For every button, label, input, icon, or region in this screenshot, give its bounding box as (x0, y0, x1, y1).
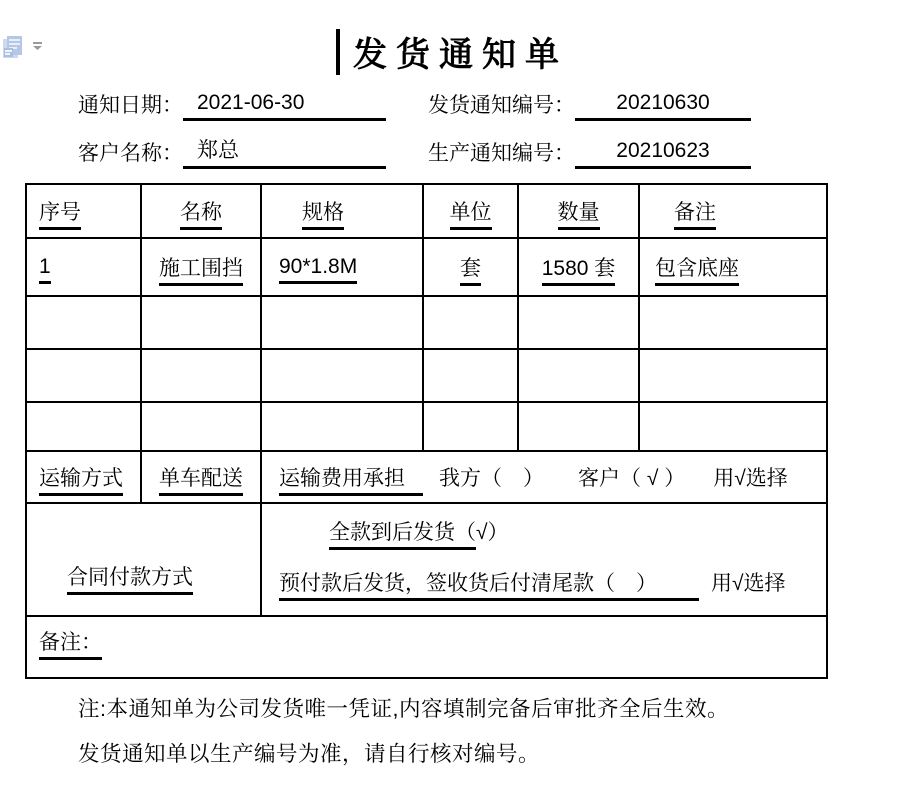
empty-cell[interactable] (26, 296, 141, 349)
empty-cell[interactable] (261, 349, 423, 402)
empty-cell[interactable] (639, 402, 827, 451)
fee-option-us: 我方（ ） (439, 467, 544, 490)
empty-cell[interactable] (261, 296, 423, 349)
field-production-notice-no (428, 136, 751, 169)
transport-label-cell: 运输方式 (26, 451, 141, 503)
empty-cell[interactable] (26, 402, 141, 451)
empty-cell[interactable] (518, 296, 639, 349)
transport-fee-cell (261, 451, 827, 503)
transport-fee-label: 运输费用承担 (279, 467, 423, 496)
col-header-seq: 序号 (26, 184, 141, 238)
cell-unit: 套 (423, 238, 518, 296)
check-hint: 用√选择 (713, 467, 788, 490)
fee-option-customer: 客户（ √ ） (578, 467, 686, 490)
customer-name-value[interactable]: 郑总 (183, 136, 386, 169)
empty-cell[interactable] (141, 402, 261, 451)
empty-cell[interactable] (518, 402, 639, 451)
payment-label-cell (26, 503, 261, 616)
footer-note-1: 注:本通知单为公司发货唯一凭证,内容填制完备后审批齐全后生效。 (78, 697, 729, 721)
title-block (336, 27, 568, 76)
payment-option-full: 全款到后发货（√） (329, 516, 509, 546)
table-row-item-1 (26, 238, 827, 296)
empty-cell[interactable] (141, 349, 261, 402)
col-header-name: 名称 (141, 184, 261, 238)
notice-date-value[interactable]: 2021-06-30 (183, 88, 386, 121)
empty-cell[interactable] (423, 296, 518, 349)
table-row-empty (26, 296, 827, 349)
remark-cell[interactable] (26, 616, 827, 678)
transport-method-cell: 单车配送 (141, 451, 261, 503)
empty-cell[interactable] (518, 349, 639, 402)
cell-name: 施工围挡 (141, 238, 261, 296)
cell-seq: 1 (26, 238, 141, 296)
payment-option-prepay: 预付款后发货，签收货后付清尾款（ ） 用√选择 (279, 567, 826, 597)
delivery-table (25, 183, 828, 679)
title-cursor-bar (336, 29, 340, 75)
production-notice-no-value[interactable]: 20210623 (575, 136, 751, 169)
empty-cell[interactable] (639, 296, 827, 349)
field-customer-name (78, 136, 386, 169)
col-header-qty: 数量 (518, 184, 639, 238)
delivery-notice-no-label: 发货通知编号： (428, 94, 575, 117)
remark-label: 备注： (39, 631, 102, 660)
customer-name-label: 客户名称： (78, 142, 183, 165)
paste-options-button[interactable] (2, 35, 44, 61)
empty-cell[interactable] (639, 349, 827, 402)
cell-qty: 1580 套 (518, 238, 639, 296)
notice-date-label: 通知日期： (78, 94, 183, 117)
remark-row (26, 616, 827, 678)
table-header-row (26, 184, 827, 238)
cell-spec: 90*1.8M (261, 238, 423, 296)
chevron-down-icon (32, 41, 44, 51)
empty-cell[interactable] (423, 402, 518, 451)
cell-remark: 包含底座 (639, 238, 827, 296)
footer-note-2: 发货通知单以生产编号为准，请自行核对编号。 (78, 742, 541, 766)
empty-cell[interactable] (26, 349, 141, 402)
page-title: 发货通知单 (353, 36, 568, 74)
production-notice-no-label: 生产通知编号： (428, 142, 575, 165)
col-header-spec: 规格 (261, 184, 423, 238)
col-header-remark: 备注 (639, 184, 827, 238)
payment-method-label: 合同付款方式 (67, 566, 193, 595)
field-delivery-notice-no (428, 88, 751, 121)
field-notice-date (78, 88, 386, 121)
payment-options-cell (261, 503, 827, 616)
clipboard-paste-icon (2, 35, 26, 61)
col-header-unit: 单位 (423, 184, 518, 238)
empty-cell[interactable] (261, 402, 423, 451)
table-row-empty (26, 402, 827, 451)
table-row-empty (26, 349, 827, 402)
delivery-notice-no-value[interactable]: 20210630 (575, 88, 751, 121)
transport-row (26, 451, 827, 503)
check-hint: 用√选择 (711, 572, 786, 595)
empty-cell[interactable] (423, 349, 518, 402)
payment-row (26, 503, 827, 616)
empty-cell[interactable] (141, 296, 261, 349)
